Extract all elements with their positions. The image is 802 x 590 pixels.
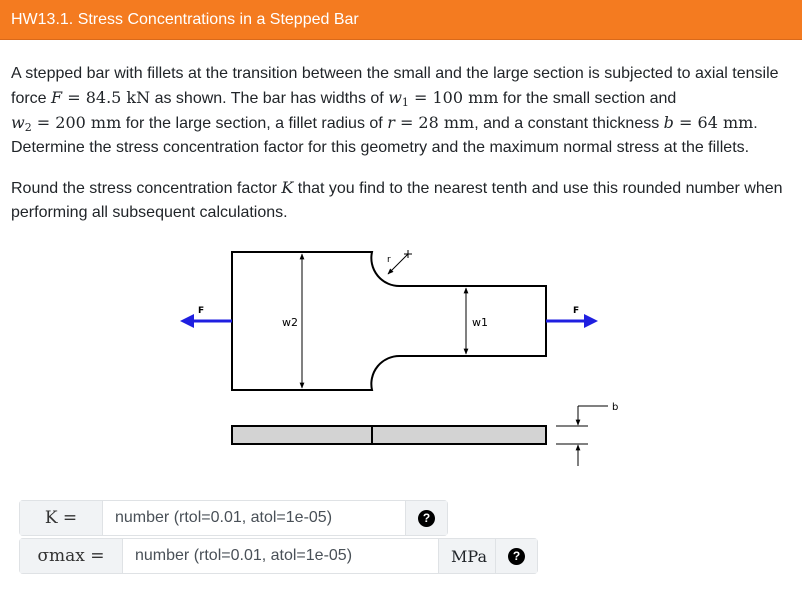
radius-leader — [388, 254, 408, 274]
b-label: b — [612, 402, 619, 413]
k-help-button[interactable] — [405, 501, 447, 535]
sigma-input[interactable]: number (rtol=0.01, atol=1e-05) — [135, 547, 353, 564]
stepped-bar-figure — [170, 240, 630, 470]
force-label-left: F — [198, 306, 205, 316]
help-icon: ? — [418, 510, 435, 527]
problem-statement — [11, 62, 786, 225]
sigma-label: σmax = — [20, 539, 123, 573]
w2-label: w2 — [282, 316, 298, 329]
sigma-unit: MPa — [438, 539, 495, 573]
page-title: HW13.1. Stress Concentrations in a Stepped Bar — [11, 10, 359, 28]
k-label: K = — [20, 501, 103, 535]
page-header — [0, 0, 802, 40]
side-view-small — [372, 426, 546, 444]
sigma-answer-row — [19, 538, 538, 574]
problem-paragraph-1: A stepped bar with fillets at the transition between the small and the large section is subjected to axial tensile force F = 84.5 kN as shown. The bar has widths of $w_1 = 100$ mm for the small section and $w_2 = 200$ mm for the large section, a fillet radius of r = 28 mm, and a constant thickness b = 64 mm. Determine the stress concentration factor for this geometry and the maximum normal stress at the fillets. — [11, 65, 779, 156]
problem-paragraph-2: Round the stress concentration factor K that you find to the nearest tenth and use this rounded number when performing all subsequent calculations. — [11, 178, 783, 221]
force-label-right: F — [573, 306, 580, 316]
sigma-help-button[interactable] — [495, 539, 537, 573]
k-answer-row — [19, 500, 448, 536]
help-icon: ? — [508, 548, 525, 565]
r-label: r — [387, 255, 391, 265]
side-view-large — [232, 426, 372, 444]
k-input[interactable]: number (rtol=0.01, atol=1e-05) — [115, 509, 333, 526]
w1-label: w1 — [472, 316, 488, 329]
